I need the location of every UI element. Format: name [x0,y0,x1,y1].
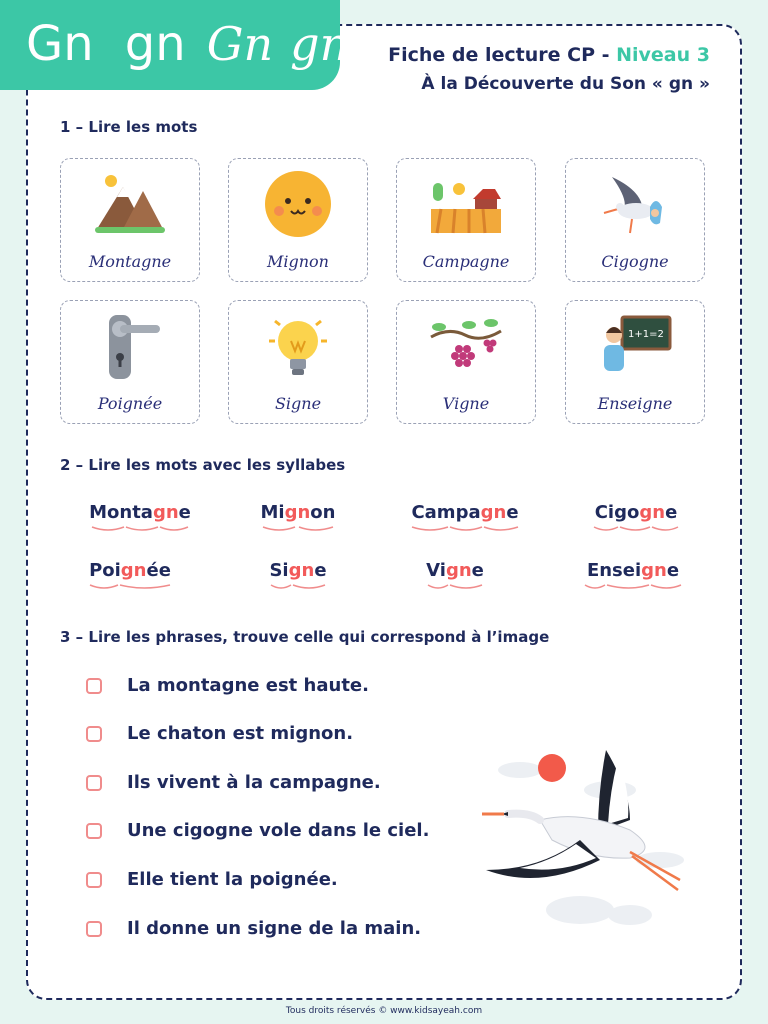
section-3-heading: 3 – Lire les phrases, trouve celle qui correspond à l’image [60,628,550,646]
checkbox[interactable] [86,823,102,839]
syllable-pre: Vi [426,560,446,581]
syllable-word-campagne [380,502,550,533]
syllable-pre: Campa [411,502,481,523]
card-word: Cigogne [601,252,669,271]
page-title [388,44,710,66]
syllable-pre: Monta [89,502,153,523]
syllable-arcs [88,583,172,591]
syllable-word-poignee [45,560,215,591]
syllable-arcs [592,525,680,533]
card-word: Poignée [97,394,163,413]
syllable-gn: gn [639,502,666,523]
title-text: Fiche de lecture CP - [388,44,617,66]
section-1-heading: 1 – Lire les mots [60,118,198,136]
sentence-option[interactable] [86,675,369,696]
countryside-icon [429,169,503,235]
syllable-arcs [269,583,327,591]
card-poignee [60,300,200,424]
syllable-gn: gn [120,560,147,581]
syllable-word-signe [213,560,383,591]
sentence-option[interactable] [86,772,381,793]
card-word: Montagne [88,252,172,271]
syllable-post: e [178,502,191,523]
syllable-gn: gn [288,560,315,581]
syllable-pre: Ensei [586,560,642,581]
syllable-word-enseigne [548,560,718,591]
checkbox[interactable] [86,775,102,791]
sentence-text: Ils vivent à la campagne. [127,772,381,793]
section-2-heading: 2 – Lire les mots avec les syllabes [60,456,346,474]
letter-gn-cursive-lower: gn [290,17,350,71]
stork-illustration [480,740,700,940]
syllable-gn: gn [480,502,507,523]
syllable-arcs [410,525,520,533]
checkbox[interactable] [86,678,102,694]
checkbox[interactable] [86,872,102,888]
syllable-arcs [426,583,484,591]
checkbox[interactable] [86,921,102,937]
header-band [0,0,350,90]
card-signe [228,300,368,424]
page-subtitle: À la Découverte du Son « gn » [421,74,710,94]
syllable-pre: Si [269,560,289,581]
sentence-option[interactable] [86,723,353,744]
sentence-option[interactable] [86,869,338,890]
syllable-gn: gn [284,502,311,523]
door-handle-icon [93,311,167,381]
checkbox[interactable] [86,726,102,742]
card-word: Mignon [267,252,329,271]
grapevine-icon [429,311,503,381]
syllable-pre: Mi [260,502,285,523]
letter-gn-cursive-upper: Gn [206,17,274,71]
lightbulb-icon [261,311,335,381]
syllable-gn: gn [641,560,667,581]
syllable-word-cigogne [551,502,721,533]
syllable-post: on [310,502,336,523]
sentence-text: Une cigogne vole dans le ciel. [127,820,430,841]
card-word: Signe [274,394,322,413]
sentence-option[interactable] [86,820,429,841]
syllable-word-montagne [55,502,225,533]
stork-icon [598,169,672,239]
syllable-gn: gn [445,560,472,581]
mountain-icon [93,169,167,235]
sentence-text: Il donne un signe de la main. [127,918,422,939]
letter-gn-lower: gn [124,16,186,72]
sentence-text: Elle tient la poignée. [127,869,338,890]
svg-text:1+1=2: 1+1=2 [628,329,664,340]
letter-gn-upper: Gn [26,16,94,72]
card-word: Enseigne [597,394,673,413]
card-word: Campagne [422,252,510,271]
syllable-word-mignon [213,502,383,533]
syllable-arcs [90,525,190,533]
syllable-post: e [314,560,327,581]
title-block [388,44,710,94]
syllable-gn: gn [152,502,179,523]
syllable-post: e [666,560,680,581]
syllable-arcs [261,525,335,533]
syllable-word-vigne [370,560,540,591]
header-letters [26,14,349,74]
syllable-pre: Poi [89,560,121,581]
card-cigogne [565,158,705,282]
card-mignon [228,158,368,282]
syllable-post: e [471,560,484,581]
smiley-icon [261,169,335,239]
card-word: Vigne [442,394,490,413]
syllable-post: e [506,502,519,523]
syllable-post: e [665,502,678,523]
level-label: Niveau 3 [616,44,710,66]
footer-copyright: Tous droits réservés © www.kidsayeah.com [285,1006,483,1016]
sentence-option[interactable] [86,918,421,939]
syllable-arcs [583,583,683,591]
syllable-pre: Cigo [594,502,640,523]
card-campagne [396,158,536,282]
card-vigne [396,300,536,424]
syllable-post: ée [146,560,171,581]
sentence-text: Le chaton est mignon. [127,723,354,744]
card-enseigne [565,300,705,424]
sentence-text: La montagne est haute. [127,675,369,696]
card-montagne [60,158,200,282]
teacher-icon [598,311,672,381]
